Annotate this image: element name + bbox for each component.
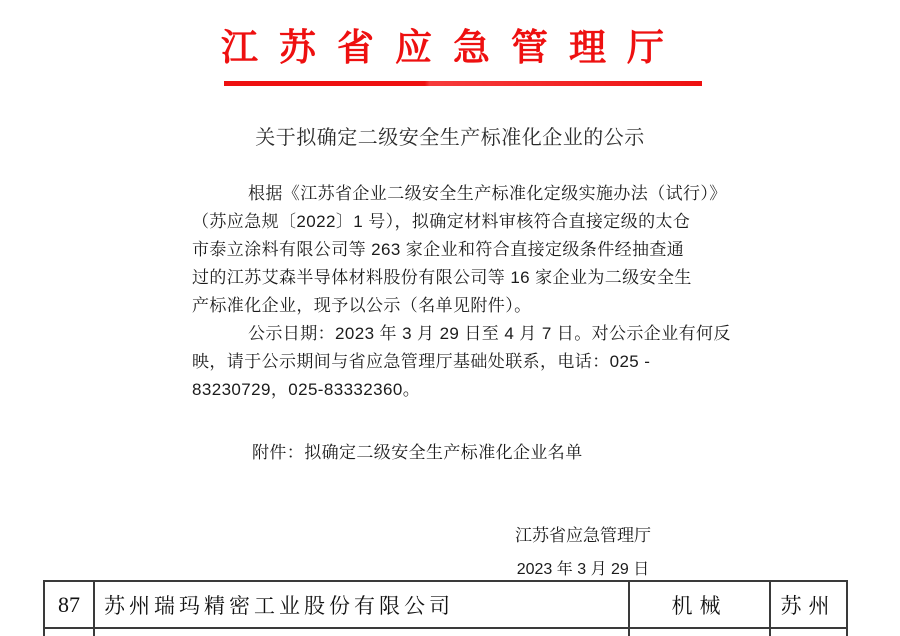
companies-table: [43, 580, 848, 636]
table-row-divider: [43, 627, 848, 629]
attachment-note: 附件：拟确定二级安全生产标准化企业名单: [252, 443, 583, 462]
body-line: 根据《江苏省企业二级安全生产标准化定级实施办法（试行）》: [248, 184, 727, 203]
body-line: （苏应急规〔2022〕1 号），拟确定材料审核符合直接定级的太仓: [192, 212, 691, 231]
body-line: 市泰立涂料有限公司等 263 家企业和符合直接定级条件经抽查通: [192, 240, 685, 259]
document-title: 关于拟确定二级安全生产标准化企业的公示: [255, 127, 645, 149]
body-line: 83230729，025-83332360。: [192, 380, 421, 399]
table-border-right: [846, 580, 848, 636]
signature-agency: 江苏省应急管理厅: [515, 526, 651, 545]
table-cell-industry: 机械: [671, 593, 728, 618]
body-line: 映，请于公示期间与省应急管理厅基础处联系，电话：025 -: [192, 352, 651, 371]
signature-block: [452, 521, 714, 579]
letterhead-divider: [224, 81, 702, 86]
body-line: 过的江苏艾森半导体材料股份有限公司等 16 家企业为二级安全生: [192, 268, 692, 287]
body-text: [192, 180, 731, 404]
table-cell-row-number: 87: [58, 591, 80, 617]
body-line: 产标准化企业，现予以公示（名单见附件）。: [192, 296, 532, 315]
signature-date: 2023 年 3 月 29 日: [516, 561, 650, 578]
body-line: 公示日期：2023 年 3 月 29 日至 4 月 7 日。对公示企业有何反: [248, 324, 731, 343]
letterhead-title: 江苏省应急管理厅: [221, 27, 685, 68]
table-cell-company-name: 苏州瑞玛精密工业股份有限公司: [104, 593, 454, 618]
table-cell-city: 苏州: [780, 593, 837, 618]
